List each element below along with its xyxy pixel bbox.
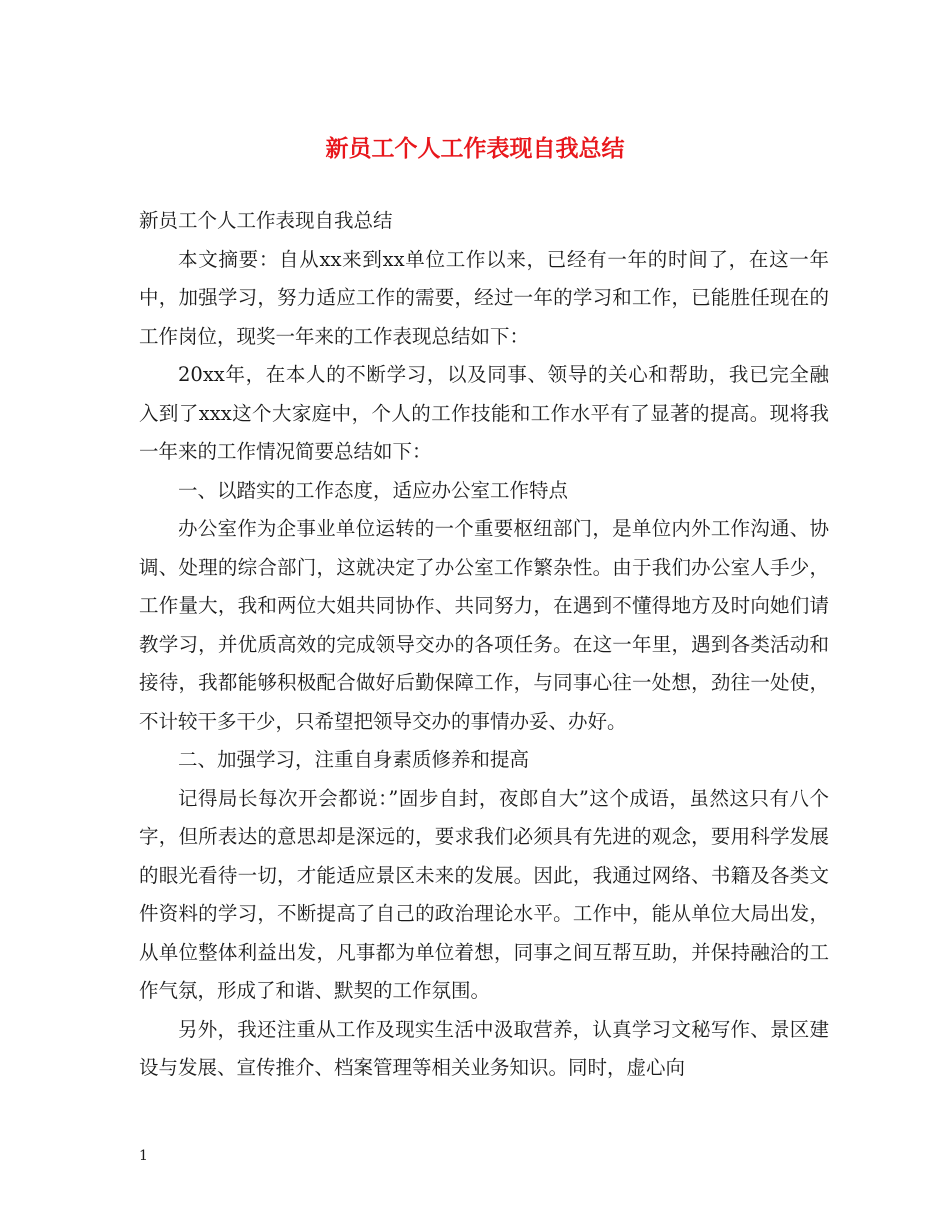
- section-heading-1: 一、以踏实的工作态度，适应办公室工作特点: [178, 478, 569, 502]
- document-body: [139, 202, 829, 1088]
- document-title: 新员工个人工作表现自我总结: [325, 135, 625, 162]
- paragraph-section-2: 记得局长每次开会都说：”固步自封，夜郎自大”这个成语，虽然这只有八个字，但所表达的意思却是深远的，要求我们必须具有先进的观念，要用科学发展的眼光看待一切，才能适应景区未来的发展。因此，我通过网络、书籍及各类文件资料的学习，不断提高了自己的政治理论水平。工作中，能从单位大局出发，从单位整体利益出发，凡事都为单位着想，同事之间互帮互助，并保持融洽的工作气氛，形成了和谐、默契的工作氛围。: [139, 786, 829, 1002]
- section-heading-2: 二、加强学习，注重自身素质修养和提高: [178, 748, 530, 771]
- body-heading: 新员工个人工作表现自我总结: [139, 209, 393, 232]
- page-number: 1: [139, 1148, 148, 1164]
- paragraph-section-2-continued: 另外，我还注重从工作及现实生活中汲取营养，认真学习文秘写作、景区建设与发展、宣传推介、档案管理等相关业务知识。同时，虚心向: [139, 1017, 829, 1079]
- paragraph-section-1: 办公室作为企事业单位运转的一个重要枢纽部门，是单位内外工作沟通、协调、处理的综合部门，这就决定了办公室工作繁杂性。由于我们办公室人手少，工作量大，我和两位大姐共同协作、共同努力，在遇到不懂得地方及时向她们请教学习，并优质高效的完成领导交办的各项任务。在这一年里，遇到各类活动和接待，我都能够积极配合做好后勤保障工作，与同事心往一处想，劲往一处使，不计较干多干少，只希望把领导交办的事情办妥、办好。: [139, 517, 829, 733]
- paragraph-intro: 20xx年，在本人的不断学习，以及同事、领导的关心和帮助，我已完全融入到了xxx这个大家庭中，个人的工作技能和工作水平有了显著的提高。现将我一年来的工作情况简要总结如下：: [139, 363, 829, 463]
- paragraph-abstract: 本文摘要：自从xx来到xx单位工作以来，已经有一年的时间了，在这一年中，加强学习，努力适应工作的需要，经过一年的学习和工作，已能胜任现在的工作岗位，现奖一年来的工作表现总结如下：: [139, 247, 829, 348]
